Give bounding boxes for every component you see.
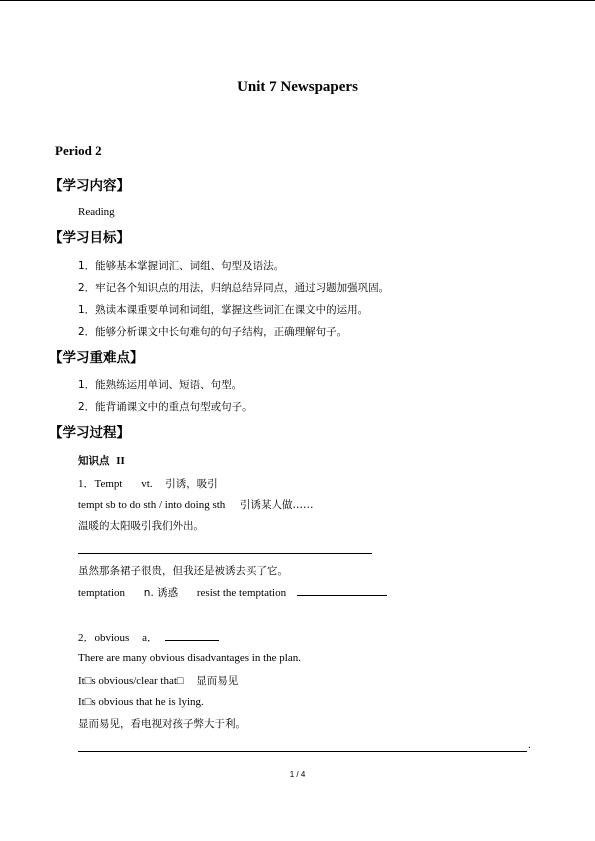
item2-heading — [78, 629, 219, 645]
section-objectives-heading: 【学习目标】 — [49, 230, 130, 246]
objective-item: 2．牢记各个知识点的用法，归纳总结异同点，通过习题加强巩固。 — [78, 282, 390, 294]
item2-pattern-line — [78, 673, 238, 688]
section-content-heading: 【学习内容】 — [49, 178, 130, 194]
objective-item: 1．能够基本掌握词汇、词组、句型及语法。 — [78, 260, 285, 272]
item1-phrase: resist the temptation — [196, 587, 287, 599]
item1-example-2: 虽然那条裙子很贵，但我还是被诱去买了它。 — [78, 565, 288, 577]
item1-usage-en: tempt sb to do sth / into doing sth — [78, 499, 226, 511]
keypoint-item: 1．能熟练运用单词、短语、句型。 — [78, 379, 243, 391]
item2-example-2: It□s obvious that he is lying. — [78, 696, 204, 708]
answer-line[interactable] — [78, 553, 372, 554]
kp-number: II — [116, 455, 125, 467]
keypoint-item: 2．能背诵课文中的重点句型或句子。 — [78, 401, 253, 413]
page-top-rule — [0, 0, 595, 1]
answer-line[interactable] — [78, 751, 527, 752]
item1-noun: temptation — [78, 587, 126, 599]
item2-pattern: It□s obvious/clear that□ — [78, 675, 184, 687]
item1-noun-line — [78, 585, 387, 600]
item2-word: 2．obvious — [78, 632, 130, 644]
answer-blank[interactable] — [165, 630, 219, 641]
item1-word: 1．Tempt — [78, 478, 123, 490]
knowledge-point-label — [78, 453, 125, 468]
item1-meaning: 引诱，吸引 — [165, 478, 218, 490]
item2-pattern-cn: 显而易见 — [196, 675, 239, 687]
objective-item: 2．能够分析课文中长句难句的句子结构，正确理解句子。 — [78, 326, 348, 338]
page-number: 1 / 4 — [289, 770, 306, 779]
end-punctuation: . — [528, 739, 531, 751]
objective-item: 1．熟读本课重要单词和词组，掌握这些词汇在课文中的运用。 — [78, 304, 369, 316]
page-title: Unit 7 Newspapers — [237, 79, 358, 95]
content-text: Reading — [78, 206, 115, 218]
item1-example-1: 温暖的太阳吸引我们外出。 — [78, 520, 204, 532]
item1-usage — [78, 497, 314, 512]
item2-example-1: There are many obvious disadvantages in the plan. — [78, 652, 301, 664]
item2-example-3: 显而易见，看电视对孩子弊大于利。 — [78, 718, 246, 730]
item1-heading — [78, 475, 218, 491]
section-process-heading: 【学习过程】 — [49, 425, 130, 441]
period-heading: Period 2 — [55, 143, 102, 158]
answer-blank[interactable] — [297, 585, 387, 596]
item1-noun-pos: n. 诱惑 — [143, 587, 179, 599]
section-keypoints-heading: 【学习重难点】 — [49, 350, 144, 366]
kp-label: 知识点 — [78, 455, 110, 467]
item2-pos: a． — [142, 632, 158, 644]
item1-usage-cn: 引诱某人做…… — [240, 499, 314, 511]
item1-pos: vt. — [141, 478, 153, 490]
